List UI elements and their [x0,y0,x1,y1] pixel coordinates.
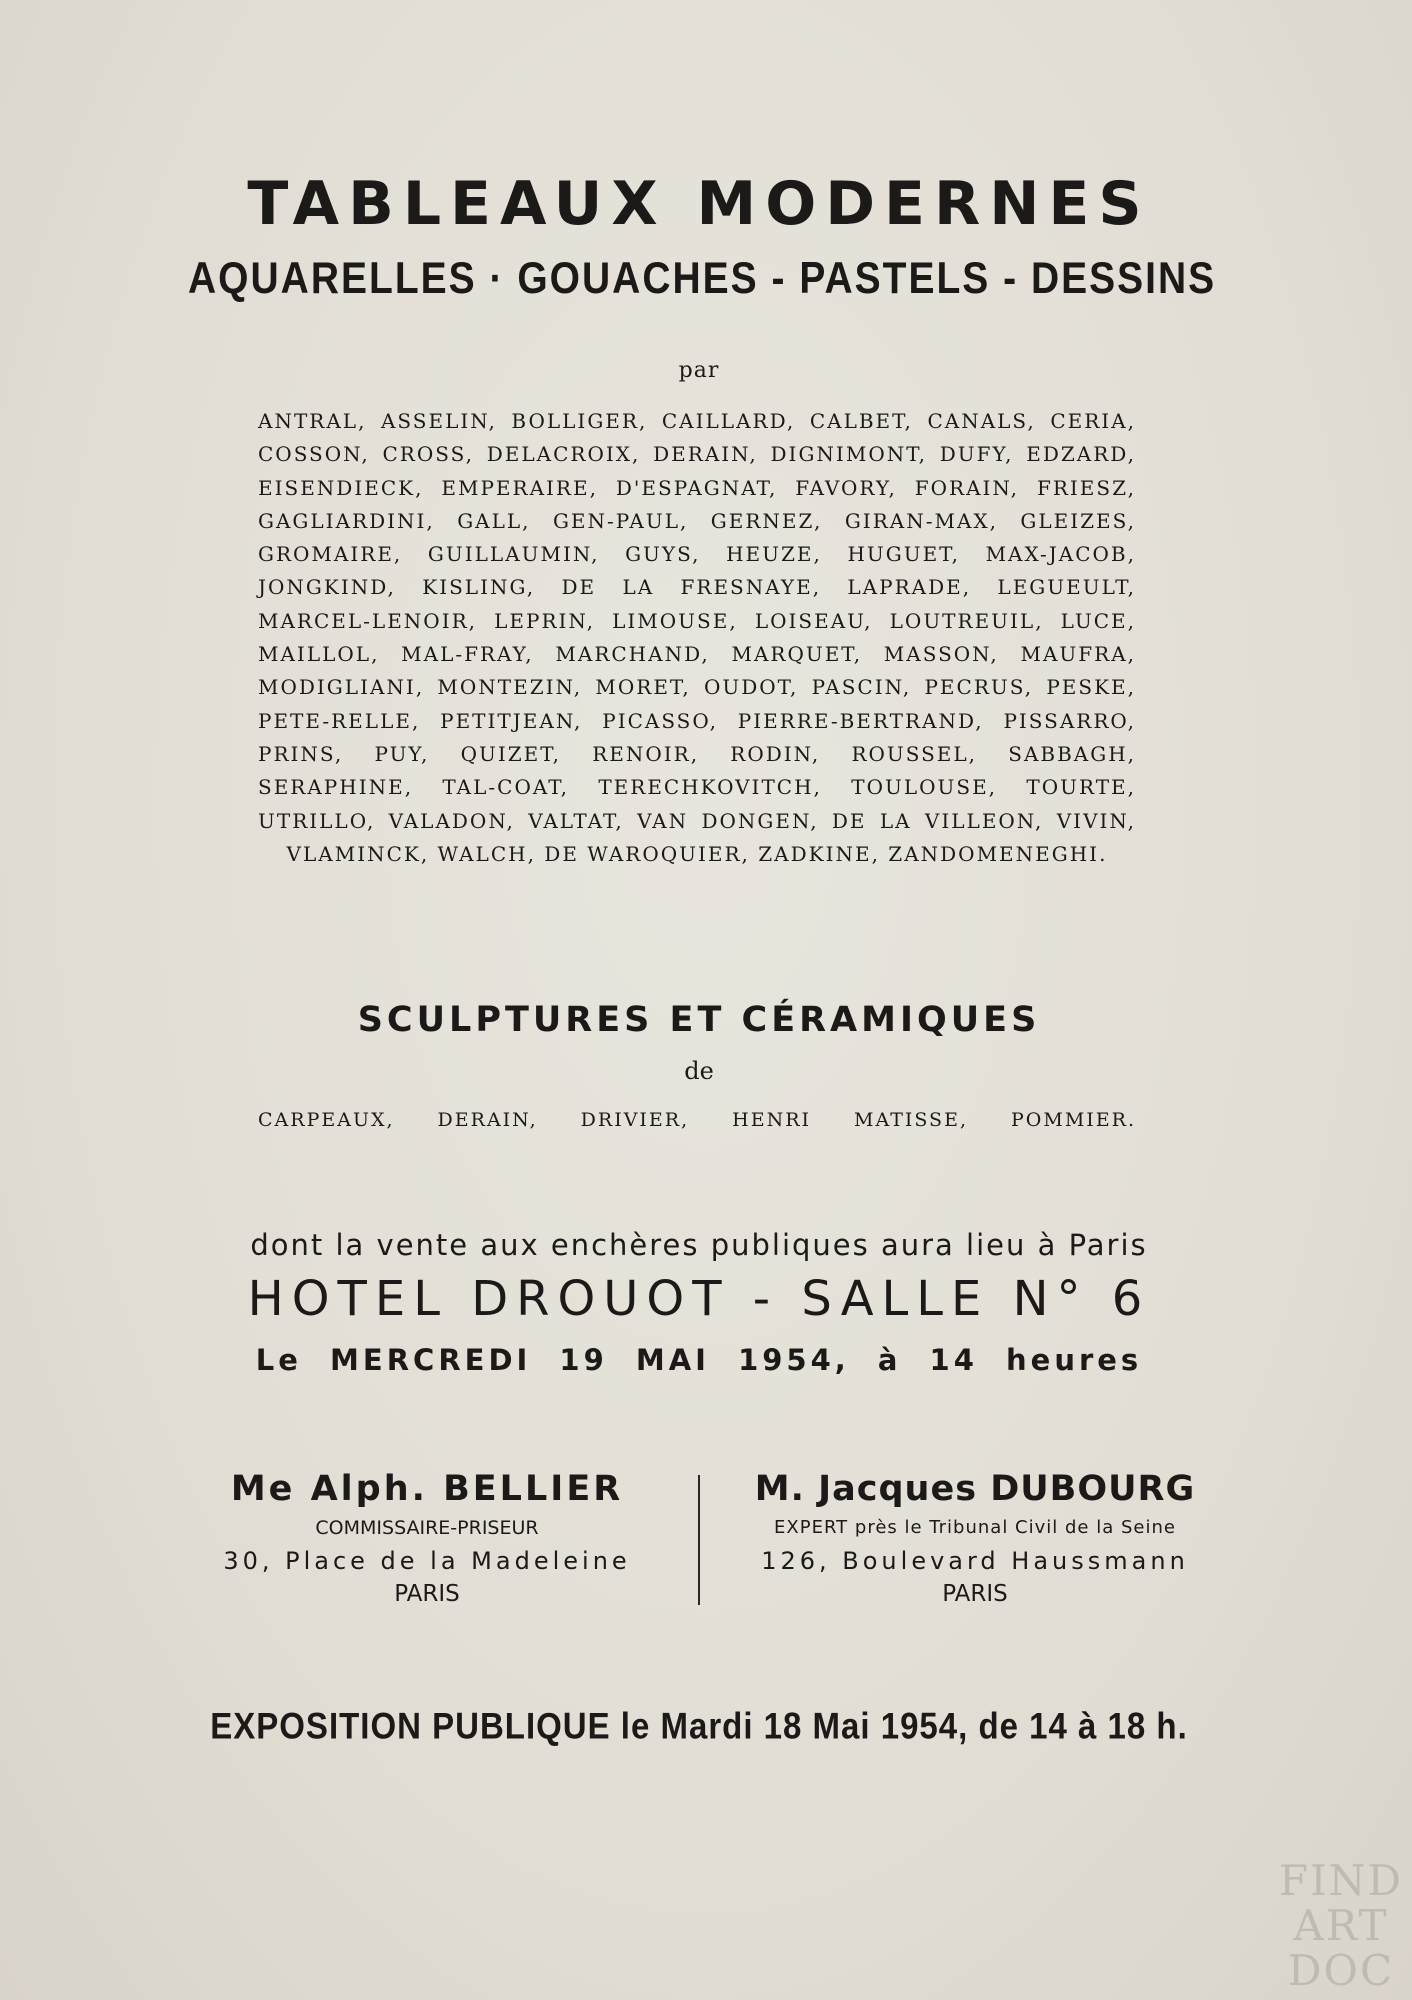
auctioneer-block [182,1465,672,1609]
expert-block [730,1465,1220,1609]
column-divider [698,1475,700,1605]
catalogue-subtitle: AQUARELLES · GOUACHES - PASTELS - DESSINS [188,253,1217,304]
artists-list: ANTRAL, ASSELIN, BOLLIGER, CAILLARD, CALBET, CANALS, CERIA, COSSON, CROSS, DELACROIX, DERAIN, DIGNIMONT, DUFY, EDZARD, EISENDIECK, EMPERAIRE, D'ESPAGNAT, FAVORY, FORAIN, FRIESZ, GAGLIARDINI, GALL, GEN-PAUL, GERNEZ, GIRAN-MAX, GLEIZES, GROMAIRE, GUILLAUMIN, GUYS, HEUZE, HUGUET, MAX-JACOB, JONGKIND, KISLING, DE LA FRESNAYE, LAPRADE, LEGUEULT, MARCEL-LENOIR, LEPRIN, LIMOUSE, LOISEAU, LOUTREUIL, LUCE, MAILLOL, MAL-FRAY, MARCHAND, MARQUET, MASSON, MAUFRA, MODIGLIANI, MONTEZIN, MORET, OUDOT, PASCIN, PECRUS, PESKE, PETE-RELLE, PETITJEAN, PICASSO, PIERRE-BERTRAND, PISSARRO, PRINS, PUY, QUIZET, RENOIR, RODIN, ROUSSEL, SABBAGH, SERAPHINE, TAL-COAT, TERECHKOVITCH, TOULOUSE, TOURTE, UTRILLO, VALADON, VALTAT, VAN DONGEN, DE LA VILLEON, VIVIN, VLAMINCK, WALCH, DE WAROQUIER, ZADKINE, ZANDOMENEGHI. [258,409,1136,866]
auctioneer-name: Me Alph. BELLIER [230,1469,624,1509]
auctioneer-address: 30, Place de la Madeleine [223,1547,631,1575]
sale-venue: HOTEL DROUOT - SALLE N° 6 [247,1271,1151,1327]
sculptures-title: SCULPTURES ET CÉRAMIQUES [357,1000,1041,1040]
auctioneer-city: PARIS [394,1581,460,1607]
catalogue-title: TABLEAUX MODERNES [247,169,1151,239]
expert-address: 126, Boulevard Haussmann [761,1547,1189,1575]
par-label: par [678,358,720,383]
auctioneer-role: COMMISSAIRE-PRISEUR [315,1517,539,1539]
sale-intro: dont la vente aux enchères publiques aura lieu à Paris [250,1228,1148,1262]
expert-name: M. Jacques DUBOURG [754,1469,1196,1509]
expert-role: EXPERT près le Tribunal Civil de la Seine [774,1517,1176,1538]
exposition-note: EXPOSITION PUBLIQUE le Mardi 18 Mai 1954, de 14 à 18 h. [210,1704,1188,1747]
expert-city: PARIS [942,1581,1008,1607]
sale-date: Le MERCREDI 19 MAI 1954, à 14 heures [255,1343,1143,1377]
de-label: de [684,1057,714,1085]
watermark-logo: FIND ART DOC [1278,1856,1404,1995]
sculptors-list: CARPEAUX, DERAIN, DRIVIER, HENRI MATISSE, POMMIER. [258,1109,1136,1131]
